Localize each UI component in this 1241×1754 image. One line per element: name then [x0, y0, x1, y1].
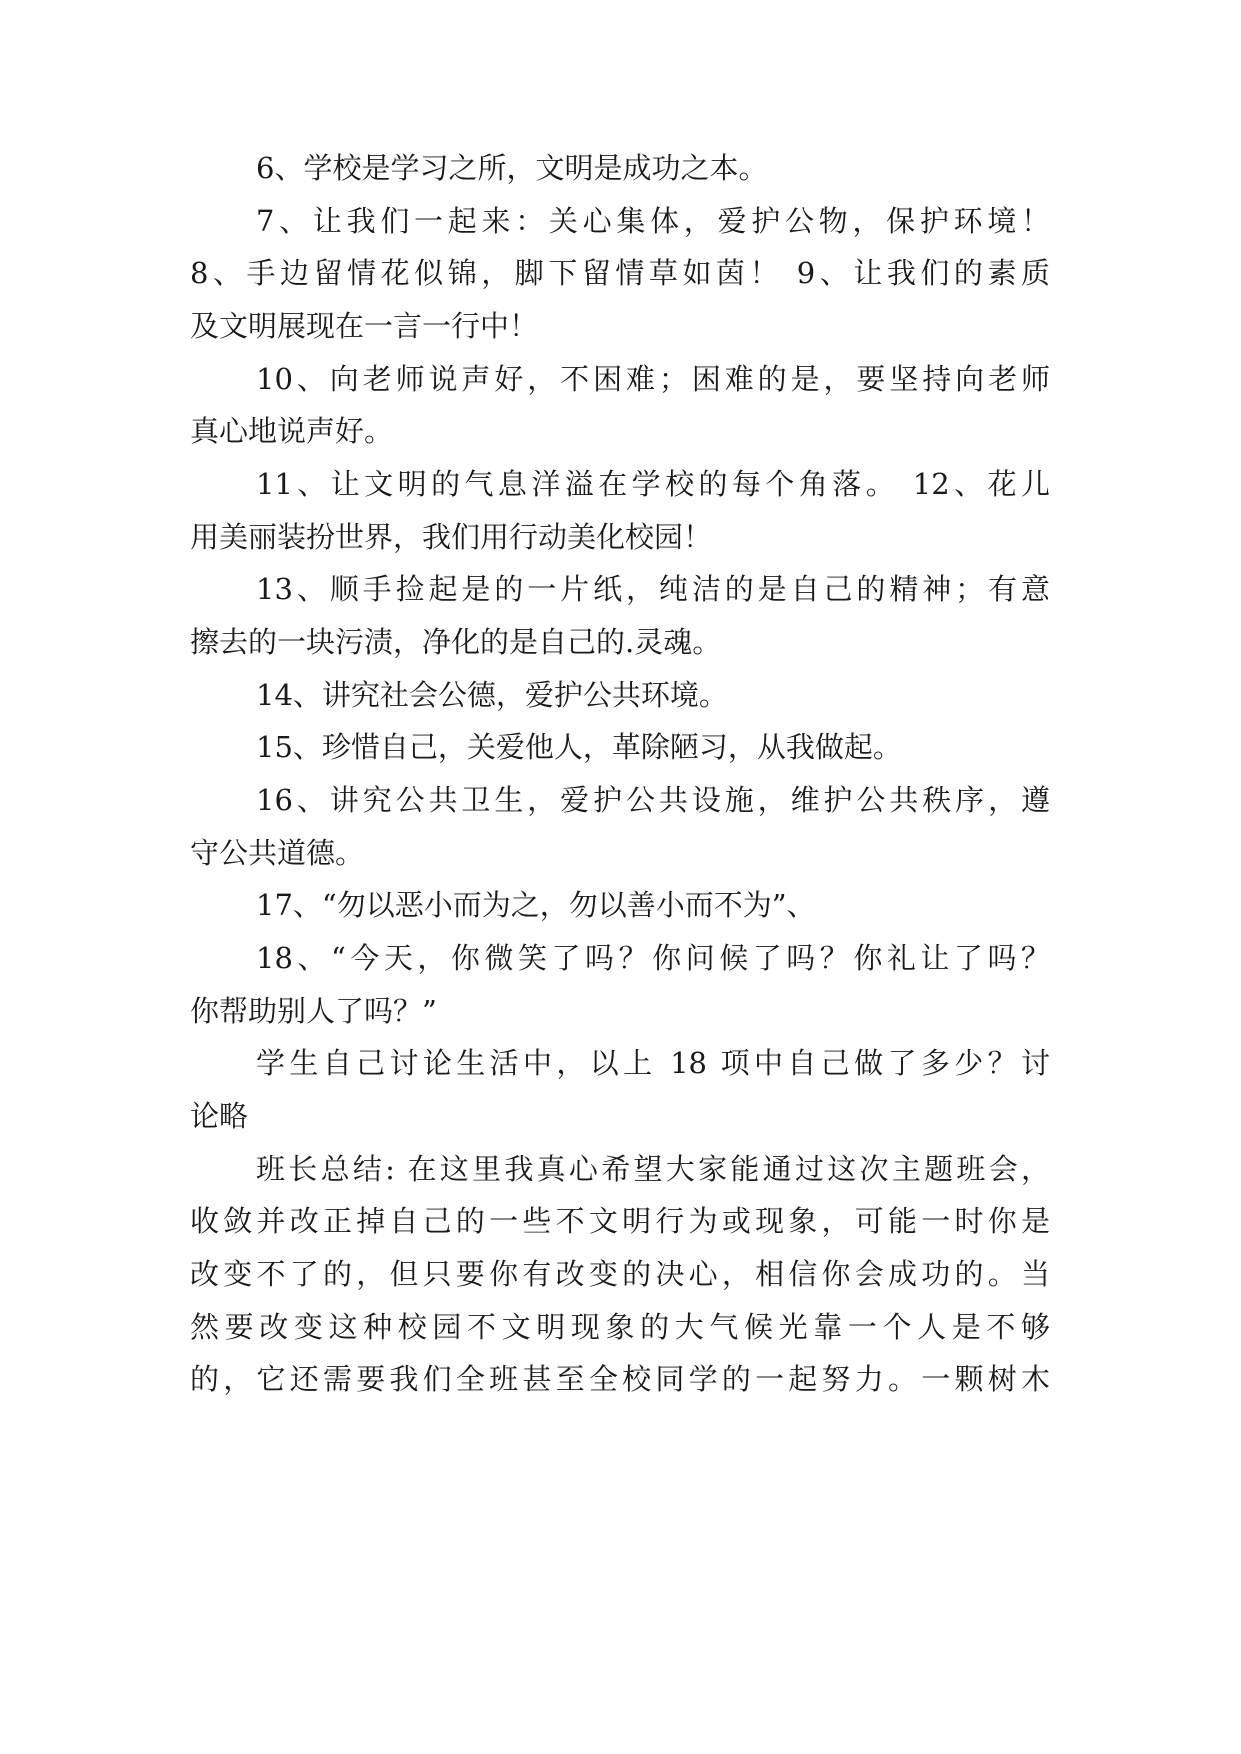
text-line: 8、手边留情花似锦，脚下留情草如茵！ 9、让我们的素质 [190, 256, 1050, 290]
text-line: 11、让文明的气息洋溢在学校的每个角落。 12、花儿 [256, 467, 1050, 501]
text-line: 论略 [190, 1099, 249, 1133]
text-line: 然要改变这种校园不文明现象的大气候光靠一个人是不够 [190, 1310, 1050, 1344]
text-line: 你帮助别人了吗？” [190, 994, 437, 1028]
text-line: 班长总结: 在这里我真心希望大家能通过这次主题班会， [256, 1152, 1050, 1186]
text-line: 15、珍惜自己，关爱他人，革除陋习，从我做起。 [256, 730, 902, 764]
text-line: 收敛并改正掉自己的一些不文明行为或现象，可能一时你是 [190, 1204, 1050, 1238]
text-line: 真心地说声好。 [190, 414, 394, 448]
text-line: 的，它还需要我们全班甚至全校同学的一起努力。一颗树木 [190, 1362, 1050, 1396]
text-line: 7、让我们一起来：关心集体，爱护公物，保护环境！ [256, 204, 1050, 238]
text-line: 10、向老师说声好，不困难；困难的是，要坚持向老师 [256, 362, 1050, 396]
text-line: 14、讲究社会公德，爱护公共环境。 [256, 678, 728, 712]
text-line: 13、顺手捡起是的一片纸，纯洁的是自己的精神；有意 [256, 572, 1050, 606]
text-line: 及文明展现在一言一行中！ [190, 309, 539, 343]
text-line: 18、“今天，你微笑了吗？你问候了吗？你礼让了吗？ [256, 941, 1050, 975]
text-line: 守公共道德。 [190, 836, 365, 870]
text-line: 17、“勿以恶小而为之，勿以善小而不为”、 [256, 888, 816, 922]
text-line: 16、讲究公共卫生，爱护公共设施，维护公共秩序，遵 [256, 783, 1050, 817]
text-line: 改变不了的，但只要你有改变的决心，相信你会成功的。当 [190, 1257, 1050, 1291]
text-line: 学生自己讨论生活中，以上 18 项中自己做了多少？讨 [256, 1046, 1050, 1080]
text-line: 擦去的一块污渍，净化的是自己的.灵魂。 [190, 625, 722, 659]
text-line: 6、学校是学习之所，文明是成功之本。 [256, 151, 768, 185]
text-line: 用美丽装扮世界，我们用行动美化校园！ [190, 520, 713, 554]
